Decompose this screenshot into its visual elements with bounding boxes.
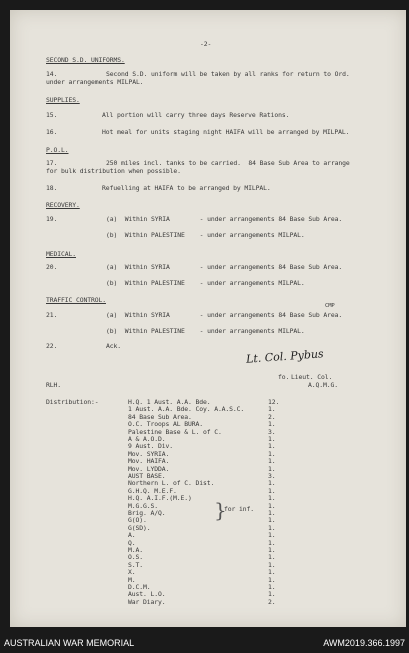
distribution-count: 1. bbox=[268, 509, 276, 517]
distribution-count: 1. bbox=[268, 435, 276, 443]
document-page bbox=[10, 10, 406, 627]
distribution-recipient: H.Q. 1 Aust. A.A. Bde. bbox=[128, 398, 211, 406]
item-text: Ack. bbox=[106, 342, 121, 350]
heading-traffic-control: TRAFFIC CONTROL. bbox=[46, 296, 106, 304]
distribution-count: 3. bbox=[268, 427, 276, 436]
heading-second-sd: SECOND S.D. UNIFORMS. bbox=[46, 56, 125, 64]
heading-medical: MEDICAL. bbox=[46, 250, 76, 258]
item-text: (a) Within SYRIA - under arrangements 84 Base Sub Area. bbox=[106, 215, 343, 223]
distribution-recipient: AUST BASE. bbox=[128, 472, 166, 480]
distribution-recipient: X. bbox=[128, 568, 136, 577]
handwritten-note: CMP bbox=[325, 303, 335, 309]
item-text: under arrangements MILPAL. bbox=[46, 78, 144, 86]
distribution-recipient: Mov. SYRIA. bbox=[128, 449, 170, 458]
item-number: 21. bbox=[46, 311, 58, 319]
distribution-count: 1. bbox=[268, 575, 276, 584]
item-text: Refuelling at HAIFA to be arranged by MILPAL. bbox=[102, 184, 271, 192]
item-number: 19. bbox=[46, 215, 58, 223]
signature-title: A.Q.M.G. bbox=[308, 381, 338, 389]
distribution-count: 1. bbox=[268, 449, 276, 458]
document-body bbox=[10, 10, 406, 627]
distribution-recipient: H.Q. A.I.F.(M.E.) bbox=[128, 494, 192, 503]
distribution-label: Distribution:- bbox=[46, 398, 99, 406]
item-number: 20. bbox=[46, 263, 58, 271]
distribution-recipient: Mov. LYDDA. bbox=[128, 464, 170, 473]
distribution-count: 1. bbox=[268, 464, 276, 473]
brace-note: for inf. bbox=[224, 505, 254, 513]
distribution-recipient: Palestine Base & L. of C. bbox=[128, 427, 222, 436]
distribution-count: 1. bbox=[268, 590, 276, 599]
distribution-count: 3. bbox=[268, 472, 276, 480]
distribution-count: 1. bbox=[268, 531, 276, 540]
item-text: 250 miles incl. tanks to be carried. 84 Base Sub Area to arrange bbox=[106, 159, 350, 167]
distribution-recipient: O.S. bbox=[128, 553, 143, 562]
distribution-recipient: M.A. bbox=[128, 546, 143, 554]
distribution-recipient: A & A.O.D. bbox=[128, 435, 166, 443]
distribution-recipient: D.C.M. bbox=[128, 583, 151, 591]
distribution-recipient: Mov. HAIFA. bbox=[128, 457, 170, 466]
distribution-count: 1. bbox=[268, 523, 276, 532]
distribution-count: 1. bbox=[268, 568, 276, 577]
item-text: (b) Within PALESTINE - under arrangements MILPAL. bbox=[106, 231, 305, 239]
distribution-count: 1. bbox=[268, 442, 276, 451]
distribution-recipient: 84 Base Sub Area. bbox=[128, 412, 192, 421]
distribution-recipient: M.G.G.S. bbox=[128, 501, 158, 510]
item-text: (a) Within SYRIA - under arrangements 84 Base Sub Area. bbox=[106, 311, 343, 319]
item-text: All portion will carry three days Reserve Rations. bbox=[102, 111, 290, 119]
distribution-count: 1. bbox=[268, 560, 276, 569]
distribution-count: 1. bbox=[268, 501, 276, 510]
brace-symbol: } bbox=[214, 498, 227, 522]
distribution-count: 1. bbox=[268, 457, 276, 466]
distribution-count: 1. bbox=[268, 479, 276, 488]
item-text: (b) Within PALESTINE - under arrangements MILPAL. bbox=[106, 279, 305, 287]
footer-reference: AWM2019.366.1997 bbox=[323, 638, 405, 648]
distribution-count: 1. bbox=[268, 546, 276, 554]
distribution-recipient: Northern L. of C. Dist. bbox=[128, 479, 215, 488]
signature-rank: Lieut. Col. bbox=[291, 373, 333, 381]
item-text: Second S.D. uniform will be taken by all ranks for return to Ord. bbox=[106, 70, 350, 78]
distribution-recipient: Aust. L.O. bbox=[128, 590, 166, 599]
distribution-recipient: 9 Aust. Div. bbox=[128, 442, 173, 451]
distribution-recipient: M. bbox=[128, 575, 136, 584]
distribution-recipient: 1 Aust. A.A. Bde. Coy. A.A.S.C. bbox=[128, 405, 245, 414]
footer-bar bbox=[0, 633, 409, 653]
distribution-count: 1. bbox=[268, 494, 276, 503]
heading-supplies: SUPPLIES. bbox=[46, 96, 80, 104]
distribution-count: 1. bbox=[268, 583, 276, 591]
distribution-recipient: G(SD). bbox=[128, 523, 151, 532]
handwritten-signature: Lt. Col. Pybus bbox=[245, 347, 325, 366]
distribution-recipient: Q. bbox=[128, 538, 136, 547]
distribution-recipient: War Diary. bbox=[128, 597, 166, 606]
item-text: for bulk distribution when possible. bbox=[46, 167, 181, 175]
item-number: 15. bbox=[46, 111, 58, 119]
signature-for: fo. bbox=[278, 373, 290, 381]
distribution-count: 2. bbox=[268, 597, 276, 606]
heading-pol: P.O.L. bbox=[46, 146, 69, 154]
item-number: 14. bbox=[46, 70, 58, 78]
item-number: 18. bbox=[46, 184, 58, 192]
distribution-count: 1. bbox=[268, 420, 276, 429]
distribution-recipient: S.T. bbox=[128, 560, 143, 569]
page-number: -2- bbox=[200, 40, 212, 48]
distribution-count: 1. bbox=[268, 516, 276, 525]
distribution-recipient: G.H.Q. M.E.F. bbox=[128, 486, 177, 495]
item-number: 16. bbox=[46, 128, 58, 136]
initials: RLH. bbox=[46, 381, 61, 389]
distribution-count: 1. bbox=[268, 553, 276, 562]
distribution-recipient: G(O). bbox=[128, 516, 147, 525]
item-text: (a) Within SYRIA - under arrangements 84 Base Sub Area. bbox=[106, 263, 343, 271]
distribution-count: 12. bbox=[268, 398, 280, 406]
heading-recovery: RECOVERY. bbox=[46, 201, 80, 209]
distribution-recipient: O.C. Troops AL BURA. bbox=[128, 420, 203, 429]
item-text: (b) Within PALESTINE - under arrangements MILPAL. bbox=[106, 327, 305, 335]
item-number: 17. bbox=[46, 159, 58, 167]
item-text: Hot meal for units staging night HAIFA will be arranged by MILPAL. bbox=[102, 128, 350, 136]
footer-institution: AUSTRALIAN WAR MEMORIAL bbox=[4, 638, 135, 648]
distribution-count: 2. bbox=[268, 412, 276, 421]
distribution-recipient: A. bbox=[128, 531, 136, 540]
distribution-count: 1. bbox=[268, 486, 276, 495]
distribution-recipient: Brig. A/Q. bbox=[128, 509, 166, 517]
item-number: 22. bbox=[46, 342, 58, 350]
distribution-count: 1. bbox=[268, 538, 276, 547]
distribution-count: 1. bbox=[268, 405, 276, 414]
